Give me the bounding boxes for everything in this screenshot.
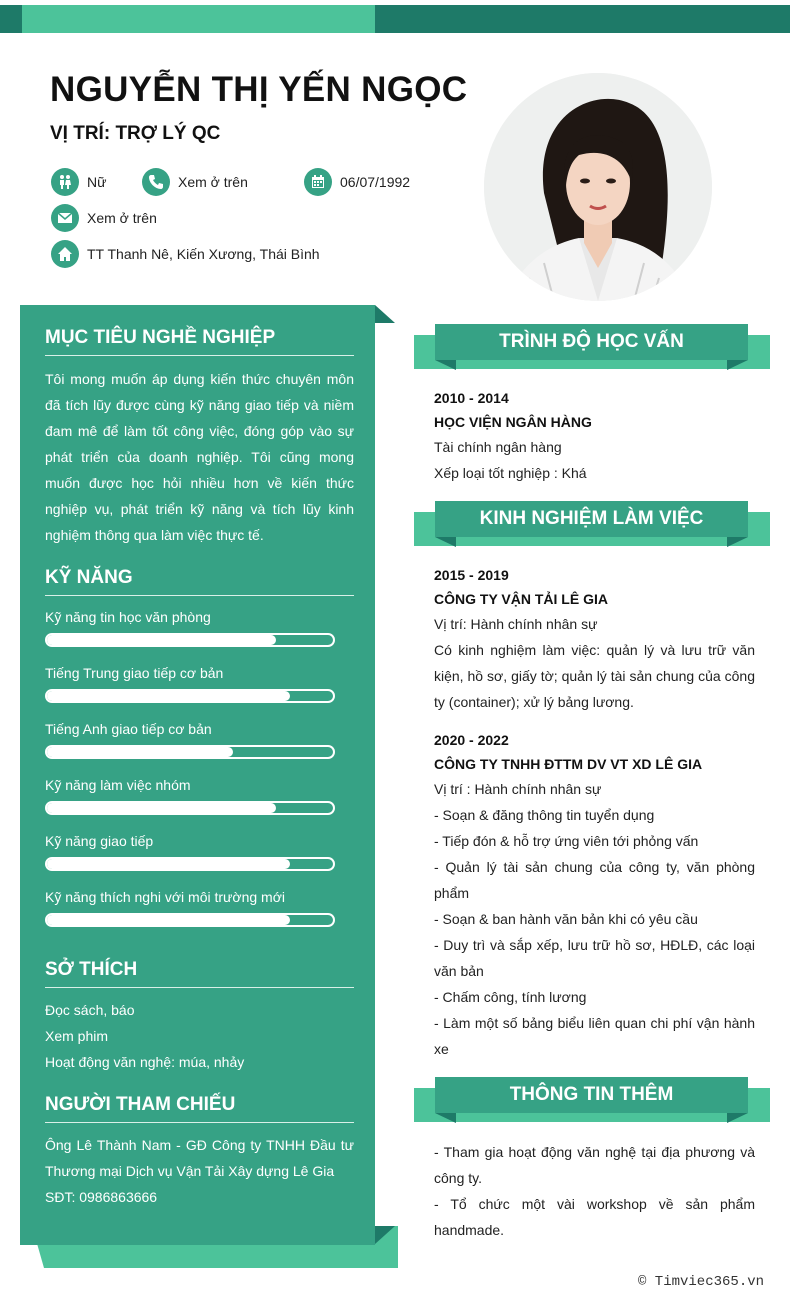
skill-bar xyxy=(45,745,335,759)
job-role: Vị trí: Hành chính nhân sự xyxy=(434,616,598,632)
extra-item: - Tham gia hoạt động văn nghệ tại địa phương và công ty. xyxy=(434,1144,755,1186)
left-panel-foot-fold xyxy=(375,1226,395,1244)
top-bar-accent xyxy=(22,5,375,33)
job-period: 2020 - 2022 xyxy=(434,732,509,748)
education-grade: Xếp loại tốt nghiệp : Khá xyxy=(434,465,587,481)
birthday-info xyxy=(304,168,410,196)
gender-text: Nữ xyxy=(87,174,107,190)
phone-text: Xem ở trên xyxy=(178,174,248,190)
skill-name: Kỹ năng thích nghi với môi trường mới xyxy=(45,889,286,905)
email-text: Xem ở trên xyxy=(87,210,157,226)
skill-bar-fill xyxy=(47,859,290,869)
skill-bar xyxy=(45,633,335,647)
hobbies-title: SỞ THÍCH xyxy=(45,959,354,988)
calendar-icon xyxy=(304,168,332,196)
job-task: - Quản lý tài sản chung của công ty, văn phòng phẩm xyxy=(434,859,755,901)
email-icon xyxy=(51,204,79,232)
skill-name: Kỹ năng tin học văn phòng xyxy=(45,609,211,625)
job-task: - Duy trì và sắp xếp, lưu trữ hồ sơ, HĐLĐ, các loại văn bản xyxy=(434,937,755,979)
experience-header-fold-left xyxy=(435,537,456,547)
skill-bar-fill xyxy=(47,691,290,701)
skill-name: Tiếng Trung giao tiếp cơ bản xyxy=(45,665,224,681)
job-task: - Làm một số bảng biểu liên quan chi phí vận hành xe xyxy=(434,1015,755,1057)
hobby-item: Đọc sách, báo xyxy=(45,1002,135,1018)
skill-bar-fill xyxy=(47,635,276,645)
skills-title: KỸ NĂNG xyxy=(45,567,354,596)
experience-title: KINH NGHIỆM LÀM VIỆC xyxy=(435,501,748,537)
education-header-fold-right xyxy=(727,360,748,370)
address-text: TT Thanh Nê, Kiến Xương, Thái Bình xyxy=(87,246,320,262)
skill-bar xyxy=(45,913,335,927)
skill-bar-fill xyxy=(47,747,233,757)
skill-bar-fill xyxy=(47,803,276,813)
objective-title: MỤC TIÊU NGHỀ NGHIỆP xyxy=(45,327,354,356)
job-task: - Soạn & đăng thông tin tuyển dụng xyxy=(434,807,655,823)
email-info xyxy=(51,204,157,232)
references-phone: SĐT: 0986863666 xyxy=(45,1189,158,1205)
experience-header-fold-right xyxy=(727,537,748,547)
extra-header-fold-left xyxy=(435,1113,456,1123)
skill-bar xyxy=(45,857,335,871)
skill-name: Kỹ năng làm việc nhóm xyxy=(45,777,191,793)
footer-credit: © Timviec365.vn xyxy=(638,1274,765,1290)
phone-info xyxy=(142,168,248,196)
job-period: 2015 - 2019 xyxy=(434,567,509,583)
education-period: 2010 - 2014 xyxy=(434,390,509,406)
extra-title: THÔNG TIN THÊM xyxy=(435,1077,748,1113)
phone-icon xyxy=(142,168,170,196)
education-major: Tài chính ngân hàng xyxy=(434,439,562,455)
references-text: Ông Lê Thành Nam - GĐ Công ty TNHH Đầu tư Thương mại Dịch vụ Vận Tải Xây dựng Lê Gia xyxy=(45,1137,354,1179)
education-school: HỌC VIỆN NGÂN HÀNG xyxy=(434,414,592,430)
job-company: CÔNG TY VẬN TẢI LÊ GIA xyxy=(434,591,608,607)
extra-item: - Tổ chức một vài workshop về sản phẩm handmade. xyxy=(434,1196,755,1238)
skill-name: Kỹ năng giao tiếp xyxy=(45,833,154,849)
candidate-name: NGUYỄN THỊ YẾN NGỌC xyxy=(50,70,468,109)
job-description: Có kinh nghiệm làm việc: quản lý và lưu trữ văn kiện, hồ sơ, giấy tờ; quản lý tài sản chung của công ty (container); xử lý bảng lương. xyxy=(434,642,755,710)
job-role: Vị trí : Hành chính nhân sự xyxy=(434,781,602,797)
gender-icon xyxy=(51,168,79,196)
left-panel-fold xyxy=(375,305,395,323)
gender-info xyxy=(51,168,106,196)
education-header-fold-left xyxy=(435,360,456,370)
education-title: TRÌNH ĐỘ HỌC VẤN xyxy=(435,324,748,360)
job-task: - Tiếp đón & hỗ trợ ứng viên tới phỏng vấn xyxy=(434,833,699,849)
objective-text: Tôi mong muốn áp dụng kiến thức chuyên môn đã tích lũy được cùng kỹ năng giao tiếp và niềm đam mê để làm tốt công việc, đóng góp vào sự phát triển của doanh nghiệp. Tôi cũng mong muốn được học hỏi nhiều hơn về kiến thức nghiệp vụ, phát triển kỹ năng và tích lũy kinh nghiệm thông qua làm việc thực tế. xyxy=(45,371,354,543)
hobby-item: Hoạt động văn nghệ: múa, nhảy xyxy=(45,1054,245,1070)
job-task: - Soạn & ban hành văn bản khi có yêu cầu xyxy=(434,911,698,927)
skill-bar xyxy=(45,801,335,815)
home-icon xyxy=(51,240,79,268)
birthday-text: 06/07/1992 xyxy=(340,174,411,190)
job-company: CÔNG TY TNHH ĐTTM DV VT XD LÊ GIA xyxy=(434,756,703,772)
job-position: VỊ TRÍ: TRỢ LÝ QC xyxy=(50,123,221,144)
job-task: - Chấm công, tính lương xyxy=(434,989,587,1005)
skill-name: Tiếng Anh giao tiếp cơ bản xyxy=(45,721,212,737)
skill-bar-fill xyxy=(47,915,290,925)
profile-photo xyxy=(484,73,712,301)
references-title: NGƯỜI THAM CHIẾU xyxy=(45,1094,354,1123)
hobby-item: Xem phim xyxy=(45,1028,109,1044)
skill-bar xyxy=(45,689,335,703)
extra-header-fold-right xyxy=(727,1113,748,1123)
address-info xyxy=(51,240,320,268)
